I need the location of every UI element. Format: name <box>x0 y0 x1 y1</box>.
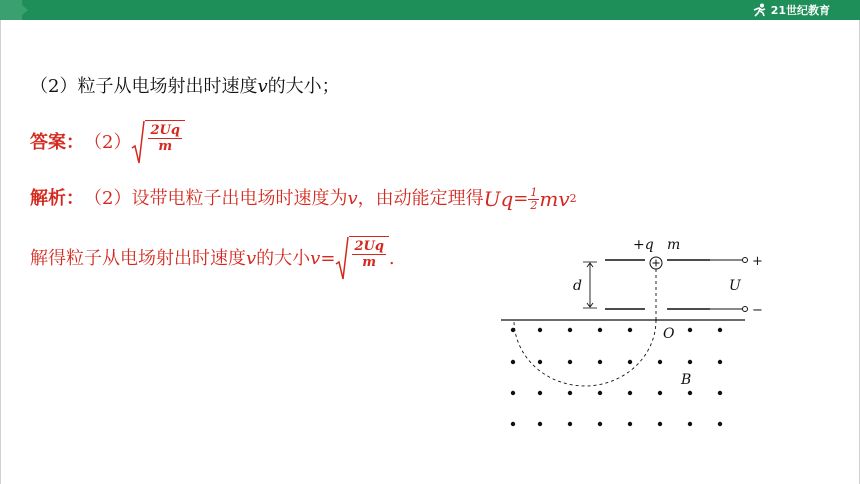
gap-label: d <box>573 278 582 294</box>
analysis-text: （2）设带电粒子出电场时速度为 <box>84 188 348 209</box>
plus-label: + <box>752 254 763 269</box>
site-logo <box>752 2 830 18</box>
solution-sqrt <box>335 236 388 282</box>
frame-left <box>0 20 1 484</box>
solution-var2: v <box>310 248 321 269</box>
trajectory-arc <box>514 320 656 386</box>
negative-terminal-icon <box>743 307 748 312</box>
top-bar <box>0 0 860 20</box>
mass-label: m <box>667 237 681 253</box>
solution-text: 解得粒子从电场射出时速度 <box>30 248 246 269</box>
solution-fraction <box>352 239 385 282</box>
solution-eq-sign: = <box>320 248 336 269</box>
analysis-var: v <box>347 188 358 209</box>
analysis-eq-sign: = <box>513 188 529 209</box>
answer-sqrt <box>131 120 184 166</box>
answer-prefix: （2） <box>84 132 132 153</box>
question-line <box>30 74 340 100</box>
answer-label: 答案： <box>30 132 84 153</box>
analysis-frac-num: 1 <box>530 185 538 199</box>
question-text: （2）粒子从电场射出时速度 <box>30 76 258 97</box>
radical-icon <box>335 236 349 282</box>
analysis-label: 解析： <box>30 188 84 209</box>
positive-terminal-icon <box>743 258 748 263</box>
answer-fraction <box>148 123 181 166</box>
question-tail: 的大小； <box>267 76 340 97</box>
solution-mid: 的大小 <box>256 248 311 269</box>
solution-end: . <box>388 248 395 269</box>
analysis-eq-rhs: mv <box>539 187 570 211</box>
field-label: B <box>681 372 692 388</box>
solution-denominator: m <box>362 255 377 270</box>
charge-label: +q <box>633 237 654 253</box>
analysis-fraction <box>528 187 539 212</box>
physics-diagram <box>495 232 775 442</box>
analysis-mid: ，由动能定理得 <box>357 188 484 209</box>
analysis-frac-den: 2 <box>530 198 538 212</box>
radical-icon <box>131 120 145 166</box>
analysis-line <box>30 186 577 212</box>
answer-denominator: m <box>158 139 173 154</box>
solution-line <box>30 236 395 282</box>
origin-label: O <box>663 326 675 342</box>
answer-line <box>30 120 185 166</box>
solution-numerator: 2Uq <box>354 239 384 254</box>
voltage-label: U <box>729 278 741 294</box>
analysis-eq-lhs: Uq <box>483 187 514 211</box>
question-var: v <box>257 76 268 97</box>
minus-label: − <box>752 303 763 318</box>
analysis-exponent: 2 <box>569 192 577 205</box>
runner-logo-icon <box>752 3 768 17</box>
solution-var: v <box>246 248 257 269</box>
logo-text: 21世纪教育 <box>770 4 830 17</box>
answer-numerator: 2Uq <box>150 123 180 138</box>
